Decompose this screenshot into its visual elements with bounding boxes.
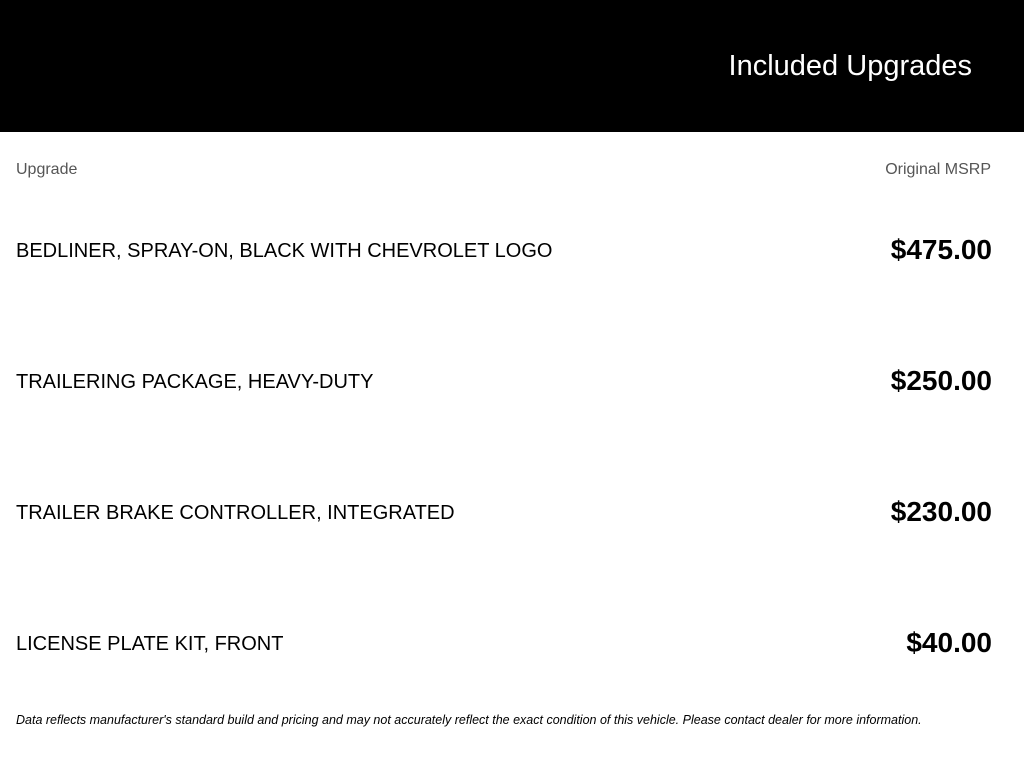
upgrade-price: $250.00 [890,365,992,396]
upgrade-name: TRAILER BRAKE CONTROLLER, INTEGRATED [16,502,455,524]
upgrade-price: $40.00 [906,627,992,658]
upgrade-row [16,492,992,532]
upgrade-row [16,230,992,270]
upgrade-price: $230.00 [890,496,992,527]
upgrade-price: $475.00 [890,234,992,265]
upgrade-name: LICENSE PLATE KIT, FRONT [16,633,284,655]
page-title: Included Upgrades [728,50,972,82]
upgrade-row [16,623,992,663]
column-header-msrp: Original MSRP [885,161,991,178]
header-bar [0,0,1024,132]
disclaimer-text: Data reflects manufacturer's standard build and pricing and may not accurately reflect the exact condition of this vehicle. Please contact dealer for more information. [16,713,922,727]
column-header-upgrade: Upgrade [16,161,78,178]
upgrade-name: BEDLINER, SPRAY-ON, BLACK WITH CHEVROLET LOGO [16,240,553,262]
upgrade-name: TRAILERING PACKAGE, HEAVY-DUTY [16,371,374,393]
upgrade-row [16,361,992,401]
